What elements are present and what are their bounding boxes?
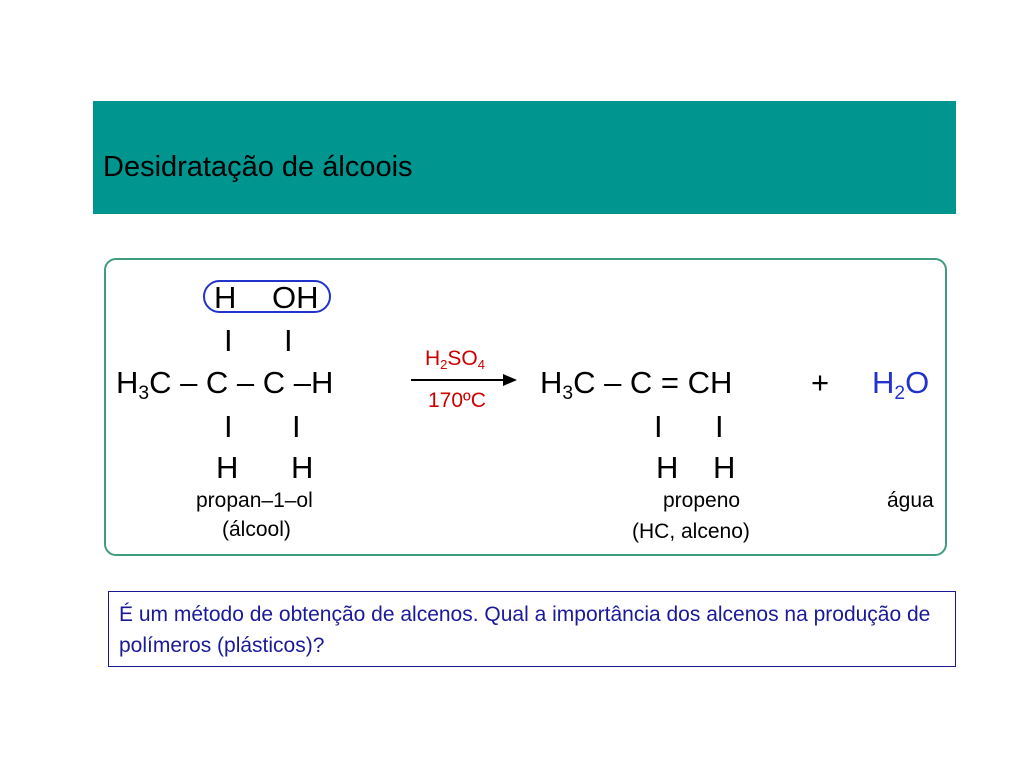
reactant-bond-down-1: I [224, 409, 233, 444]
reactant-bottom-h2: H [291, 450, 314, 485]
reactant-name: propan–1–ol [196, 489, 313, 512]
slide-title: Desidratação de álcoois [103, 151, 413, 183]
reactant-top-h: H [214, 280, 237, 315]
title-bar [93, 101, 956, 214]
reactant-top-oh: OH [272, 280, 319, 315]
product-bond-down-1: I [654, 409, 663, 444]
catalyst-label: H2SO4 [425, 347, 486, 373]
reactant-bond-up-1: I [224, 323, 233, 358]
note-box [108, 591, 956, 667]
reactant-bond-up-2: I [284, 323, 293, 358]
water-name: água [887, 489, 934, 512]
plus-sign: + [811, 365, 830, 400]
reaction-arrow-line [411, 379, 505, 381]
product-bottom-h1: H [656, 450, 679, 485]
water-formula: H2O [872, 365, 930, 405]
note-text: É um método de obtenção de alcenos. Qual a importância dos alcenos na produção de polímeros (plásticos)? [119, 603, 931, 657]
product-formula: H3C – C = CH [540, 365, 733, 405]
product-name: propeno [663, 489, 741, 512]
reaction-arrow-icon [503, 374, 517, 386]
temperature-label: 170ºC [428, 389, 486, 412]
reactant-bottom-h1: H [216, 450, 239, 485]
product-class: (HC, alceno) [632, 520, 750, 543]
product-bond-down-2: I [715, 409, 724, 444]
reactant-bond-down-2: I [292, 409, 301, 444]
reactant-class: (álcool) [222, 518, 291, 541]
product-bottom-h2: H [713, 450, 736, 485]
reactant-formula: H3C – C – C –H [116, 365, 334, 405]
